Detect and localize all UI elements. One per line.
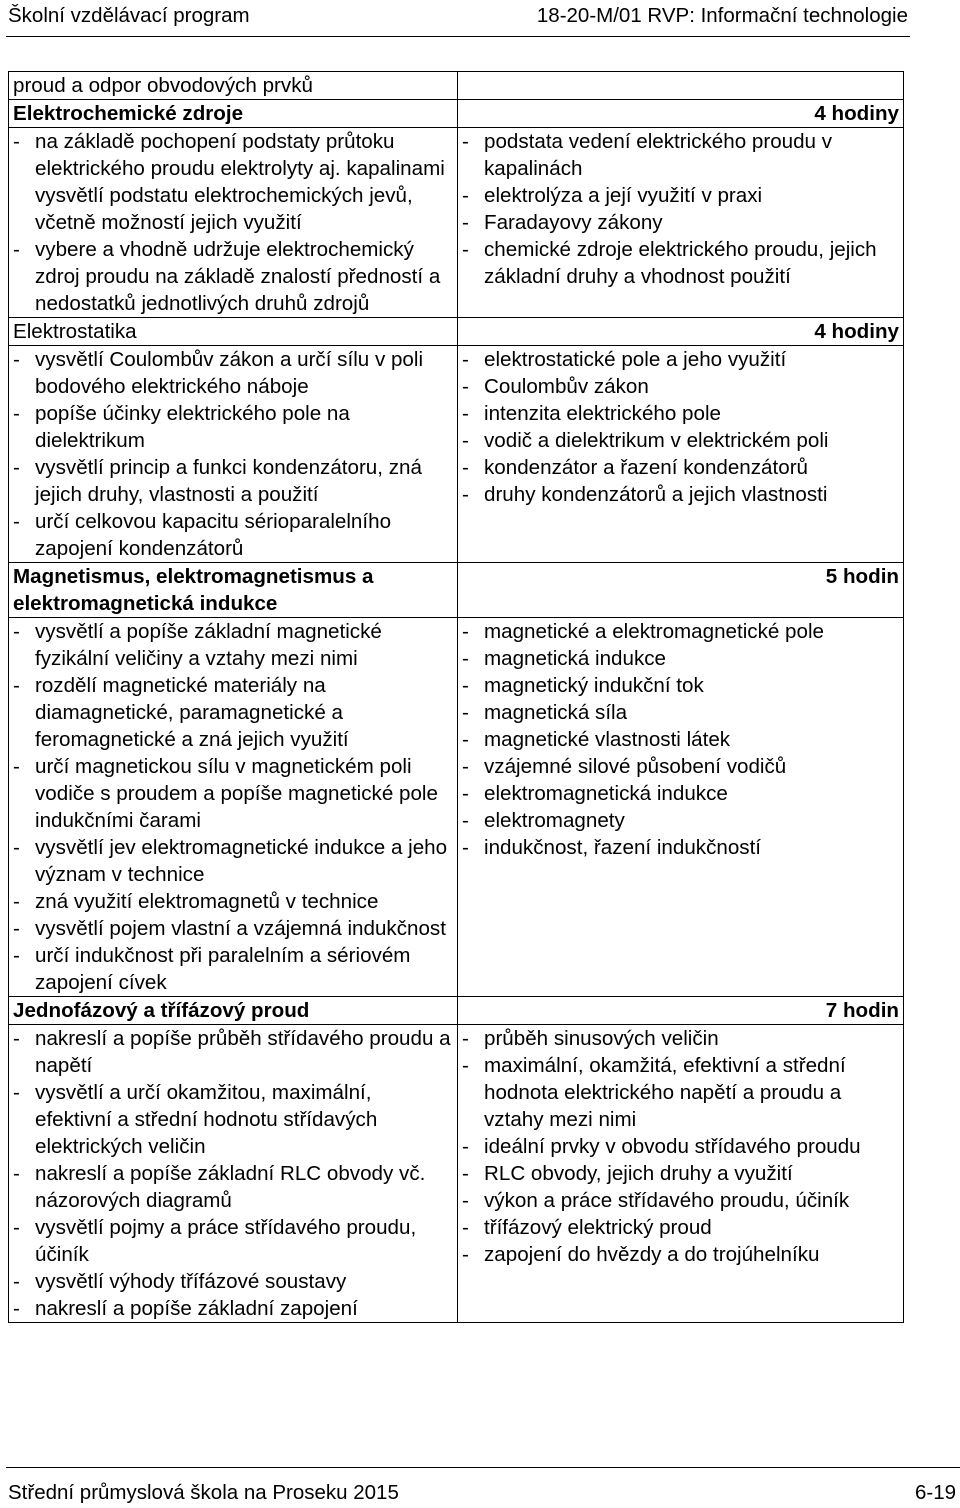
curriculum-topic-item: - intenzita elektrického pole [462, 400, 899, 427]
learning-outcome-item: - nakreslí a popíše základní RLC obvody vč. názorových diagramů [13, 1160, 453, 1214]
header-rvp-code: 18-20-M/01 RVP: Informační technologie [536, 4, 908, 27]
learning-outcome-item: - vysvětlí Coulombův zákon a určí sílu v poli bodového elektrického náboje [13, 346, 453, 400]
curriculum-topic-item: - zapojení do hvězdy a do trojúhelníku [462, 1241, 899, 1268]
section-hours: 4 hodiny [458, 318, 904, 346]
learning-outcomes-list [13, 346, 453, 562]
learning-outcomes-list [13, 618, 453, 996]
curriculum-topic-item: - kondenzátor a řazení kondenzátorů [462, 454, 899, 481]
curriculum-topic-item: - RLC obvody, jejich druhy a využití [462, 1160, 899, 1187]
section-hours: 5 hodin [458, 563, 904, 618]
learning-outcome-item: - zná využití elektromagnetů v technice [13, 888, 453, 915]
section-body-row [9, 128, 904, 318]
section-header-row [9, 318, 904, 346]
curriculum-topic-item: - magnetické a elektromagnetické pole [462, 618, 899, 645]
section-title: Elektrochemické zdroje [9, 100, 458, 128]
section-header-row [9, 997, 904, 1025]
curriculum-table [8, 71, 904, 1323]
section-header-row [9, 100, 904, 128]
context-row [9, 72, 904, 100]
curriculum-topics-list [462, 1025, 899, 1268]
learning-outcome-item: - vysvětlí výhody třífázové soustavy [13, 1268, 453, 1295]
section-hours: 4 hodiny [458, 100, 904, 128]
learning-outcome-item: - nakreslí a popíše základní zapojení [13, 1295, 453, 1322]
page-header [0, 0, 960, 32]
curriculum-topic-item: - magnetická indukce [462, 645, 899, 672]
curriculum-topic-item: - druhy kondenzátorů a jejich vlastnosti [462, 481, 899, 508]
learning-outcome-item: - nakreslí a popíše průběh střídavého proudu a napětí [13, 1025, 453, 1079]
section-body-row [9, 346, 904, 563]
curriculum-topic-item: - elektromagnetická indukce [462, 780, 899, 807]
curriculum-topic-item: - elektrostatické pole a jeho využití [462, 346, 899, 373]
curriculum-topic-item: - podstata vedení elektrického proudu v kapalinách [462, 128, 899, 182]
learning-outcome-item: - vysvětlí pojmy a práce střídavého proudu, účiník [13, 1214, 453, 1268]
learning-outcome-item: - vysvětlí a určí okamžitou, maximální, efektivní a střední hodnotu střídavých elektrických veličin [13, 1079, 453, 1160]
learning-outcome-item: - vysvětlí princip a funkci kondenzátoru, zná jejich druhy, vlastnosti a použití [13, 454, 453, 508]
learning-outcome-item: - rozdělí magnetické materiály na diamagnetické, paramagnetické a feromagnetické a zná jejich využití [13, 672, 453, 753]
section-title: Jednofázový a třífázový proud [9, 997, 458, 1025]
learning-outcome-item: - na základě pochopení podstaty průtoku elektrického proudu elektrolyty aj. kapalinami vysvětlí podstatu elektrochemických jevů, včetně možností jejich využití [13, 128, 453, 236]
learning-outcome-item: - vysvětlí a popíše základní magnetické fyzikální veličiny a vztahy mezi nimi [13, 618, 453, 672]
curriculum-topics-cell [458, 346, 904, 563]
curriculum-topic-item: - magnetické vlastnosti látek [462, 726, 899, 753]
footer-page-number: 6-19 [914, 1481, 956, 1504]
curriculum-topic-item: - indukčnost, řazení indukčností [462, 834, 899, 861]
learning-outcomes-cell [9, 1025, 458, 1323]
learning-outcome-item: - určí indukčnost při paralelním a sériovém zapojení cívek [13, 942, 453, 996]
curriculum-topic-item: - maximální, okamžitá, efektivní a střední hodnota elektrického napětí a proudu a vztahy mezi nimi [462, 1052, 899, 1133]
curriculum-topic-item: - ideální prvky v obvodu střídavého proudu [462, 1133, 899, 1160]
curriculum-topic-item: - magnetický indukční tok [462, 672, 899, 699]
curriculum-topics-cell [458, 618, 904, 997]
page-footer [0, 1478, 960, 1508]
section-body-row [9, 618, 904, 997]
learning-outcomes-list [13, 128, 453, 317]
section-body-row [9, 1025, 904, 1323]
curriculum-topics-list [462, 618, 899, 861]
section-header-row [9, 563, 904, 618]
footer-divider [6, 1467, 960, 1468]
curriculum-topic-item: - chemické zdroje elektrického proudu, jejich základní druhy a vhodnost použití [462, 236, 899, 290]
footer-school-name: Střední průmyslová škola na Proseku 2015 [8, 1481, 399, 1504]
curriculum-topic-item: - elektrolýza a její využití v praxi [462, 182, 899, 209]
curriculum-topic-item: - výkon a práce střídavého proudu, účiník [462, 1187, 899, 1214]
learning-outcome-item: - vysvětlí jev elektromagnetické indukce a jeho význam v technice [13, 834, 453, 888]
learning-outcome-item: - určí magnetickou sílu v magnetickém poli vodiče s proudem a popíše magnetické pole indukčními čarami [13, 753, 453, 834]
curriculum-topics-list [462, 128, 899, 290]
curriculum-topic-item: - vodič a dielektrikum v elektrickém poli [462, 427, 899, 454]
curriculum-topic-item: - Faradayovy zákony [462, 209, 899, 236]
curriculum-topic-item: - Coulombův zákon [462, 373, 899, 400]
header-divider [6, 36, 910, 37]
learning-outcomes-list [13, 1025, 453, 1322]
section-title: Elektrostatika [9, 318, 458, 346]
curriculum-topic-item: - magnetická síla [462, 699, 899, 726]
curriculum-topic-item: - průběh sinusových veličin [462, 1025, 899, 1052]
context-empty-cell [458, 72, 904, 100]
curriculum-topic-item: - elektromagnety [462, 807, 899, 834]
learning-outcomes-cell [9, 128, 458, 318]
learning-outcomes-cell [9, 346, 458, 563]
learning-outcome-item: - popíše účinky elektrického pole na dielektrikum [13, 400, 453, 454]
learning-outcome-item: - vysvětlí pojem vlastní a vzájemná indukčnost [13, 915, 453, 942]
header-school-program: Školní vzdělávací program [8, 4, 250, 27]
curriculum-topic-item: - třífázový elektrický proud [462, 1214, 899, 1241]
curriculum-topic-item: - vzájemné silové působení vodičů [462, 753, 899, 780]
section-hours: 7 hodin [458, 997, 904, 1025]
learning-outcomes-cell [9, 618, 458, 997]
curriculum-topics-cell [458, 128, 904, 318]
context-text: proud a odpor obvodových prvků [9, 72, 458, 100]
curriculum-topics-cell [458, 1025, 904, 1323]
section-title: Magnetismus, elektromagnetismus a elektromagnetická indukce [9, 563, 458, 618]
learning-outcome-item: - určí celkovou kapacitu sérioparalelního zapojení kondenzátorů [13, 508, 453, 562]
learning-outcome-item: - vybere a vhodně udržuje elektrochemický zdroj proudu na základě znalostí předností a nedostatků jednotlivých druhů zdrojů [13, 236, 453, 317]
curriculum-topics-list [462, 346, 899, 508]
